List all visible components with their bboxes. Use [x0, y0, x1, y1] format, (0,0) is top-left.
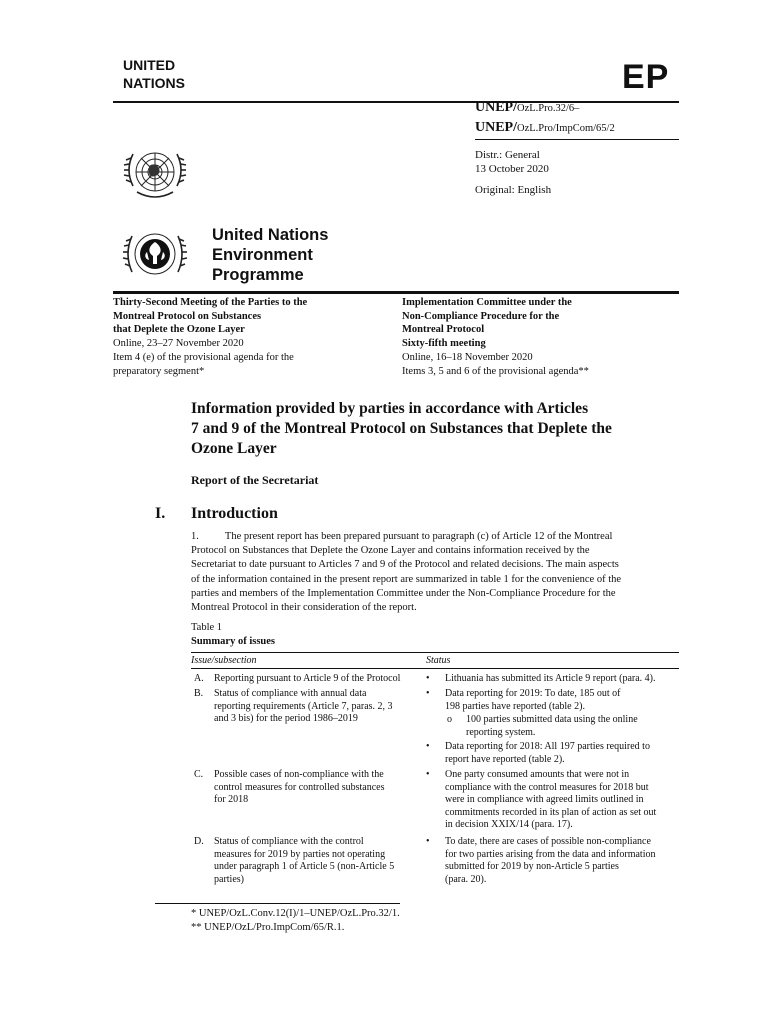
- table-top-rule: [191, 652, 679, 653]
- row-b-issue-l2: reporting requirements (Article 7, paras. 2, 3: [214, 700, 393, 712]
- row-d-bullet: •: [426, 836, 430, 847]
- row-b-status-l2: 198 parties have reported (table 2).: [445, 700, 585, 712]
- table-label: [191, 621, 275, 649]
- meeting-left-l4: Online, 23–27 November 2020: [113, 338, 244, 350]
- document-title: [191, 399, 661, 459]
- row-c-issue-l1: Possible cases of non-compliance with the: [214, 769, 384, 780]
- symbol-1-prefix: UNEP/: [475, 100, 517, 115]
- meeting-right-l4: Sixty-fifth meeting: [402, 338, 486, 350]
- symbol-rule: [475, 139, 679, 140]
- issue-date: 13 October 2020: [475, 163, 549, 175]
- meeting-left: [113, 296, 307, 378]
- row-d-status-l4: (para. 20).: [445, 873, 487, 885]
- title-l3: Ozone Layer: [191, 440, 277, 457]
- para-l2: Protocol on Substances that Deplete the Ozone Layer and contains information received by the: [191, 545, 590, 557]
- para-l5: parties and members of the Implementation Committee under the Non-Compliance Procedure for the: [191, 587, 616, 599]
- row-a-status: [445, 673, 656, 686]
- table-header-status: Status: [426, 655, 451, 666]
- row-d-letter: D.: [194, 836, 204, 847]
- row-d-status: [445, 836, 656, 886]
- row-d-issue: [214, 836, 394, 886]
- footnote-2: ** UNEP/OzL/Pro.ImpCom/65/R.1.: [191, 922, 345, 933]
- row-b-status: [445, 688, 620, 713]
- intro-paragraph: [191, 530, 677, 615]
- org-name: [123, 56, 185, 92]
- unep-emblem-icon: [119, 224, 191, 286]
- row-a-issue-l1: Reporting pursuant to Article 9 of the Protocol: [214, 673, 401, 684]
- row-b-bullet-2: •: [426, 741, 430, 752]
- org-name-line1: UNITED: [123, 57, 176, 73]
- title-l2: 7 and 9 of the Montreal Protocol on Substances that Deplete the: [191, 420, 612, 437]
- row-d-status-l3: submitted for 2019 by non-Article 5 parties: [445, 861, 619, 873]
- meeting-left-l6: preparatory segment*: [113, 365, 205, 377]
- row-d-issue-l2: measures for 2019 by parties not operating: [214, 848, 386, 860]
- row-b-sub-l2: reporting system.: [466, 726, 536, 738]
- symbol-2-prefix: UNEP/: [475, 120, 517, 135]
- section-title: Introduction: [191, 505, 278, 522]
- unep-name-line3: Programme: [212, 266, 304, 284]
- meeting-right-l3: Montreal Protocol: [402, 324, 485, 336]
- row-d-issue-l1: Status of compliance with the control: [214, 836, 364, 847]
- table-caption: Summary of issues: [191, 636, 276, 647]
- row-b-status2-l1: Data reporting for 2018: All 197 parties required to: [445, 741, 650, 752]
- distr-text: Distr.: General: [475, 149, 540, 161]
- meeting-right-l2: Non-Compliance Procedure for the: [402, 310, 560, 322]
- row-c-issue-l2: control measures for controlled substances: [214, 781, 385, 793]
- meeting-left-l2: Montreal Protocol on Substances: [113, 310, 262, 322]
- row-c-status-l4: commitments recorded in its plan of action as set out: [445, 806, 657, 818]
- symbol-2-suffix: OzL.Pro/ImpCom/65/2: [517, 123, 615, 134]
- unep-name-line2: Environment: [212, 246, 313, 264]
- table-header-rule: [191, 668, 679, 669]
- meeting-right-l6: Items 3, 5 and 6 of the provisional agenda**: [402, 365, 589, 377]
- row-a-letter: A.: [194, 673, 204, 684]
- row-c-status-l3: were in compliance with agreed limits outlined in: [445, 794, 644, 806]
- row-c-bullet: •: [426, 769, 430, 780]
- meeting-left-l3: that Deplete the Ozone Layer: [113, 324, 245, 336]
- un-emblem-icon: [119, 140, 191, 208]
- section-number: I.: [155, 505, 166, 522]
- row-c-letter: C.: [194, 769, 204, 780]
- org-name-line2: NATIONS: [123, 75, 185, 91]
- row-b-letter: B.: [194, 688, 204, 699]
- original-language: Original: English: [475, 184, 552, 196]
- row-b-status-l1: Data reporting for 2019: To date, 185 out of: [445, 688, 621, 699]
- row-d-status-l2: for two parties arising from the data and information: [445, 848, 656, 860]
- meeting-left-l1: Thirty-Second Meeting of the Parties to the: [113, 297, 308, 308]
- symbol-1-suffix: OzL.Pro.32/6–: [517, 103, 580, 114]
- meeting-right-l5: Online, 16–18 November 2020: [402, 351, 533, 363]
- para-l4: of the information contained in the present report are summarized in table 1 for the convenience of the: [191, 573, 622, 585]
- header-rule: [113, 101, 679, 103]
- table-header-issue: Issue/subsection: [191, 655, 257, 666]
- meeting-right-l1: Implementation Committee under the: [402, 297, 572, 308]
- row-c-status: [445, 769, 656, 832]
- unep-name: [212, 225, 328, 285]
- row-c-status-l5: in decision XXIX/14 (para. 17).: [445, 819, 573, 831]
- row-d-issue-l3: under paragraph 1 of Article 5 (non-Article 5: [214, 861, 395, 873]
- row-c-issue-l3: for 2018: [214, 794, 249, 806]
- row-a-issue: [214, 673, 400, 686]
- ep-label: EP: [622, 58, 670, 96]
- row-b-status2-l2: report have reported (table 2).: [445, 753, 565, 765]
- row-d-issue-l4: parties): [214, 873, 244, 885]
- para-l6: Montreal Protocol in their consideration of the report.: [191, 602, 417, 614]
- document-symbol-1: [475, 100, 579, 116]
- row-b-issue-l1: Status of compliance with annual data: [214, 688, 367, 699]
- report-subtitle: Report of the Secretariat: [191, 473, 319, 487]
- row-b-bullet: •: [426, 688, 430, 699]
- row-c-status-l2: compliance with the control measures for 2018 but: [445, 781, 649, 793]
- table-number: Table 1: [191, 622, 223, 633]
- footnote-rule: [155, 903, 400, 904]
- row-a-bullet: •: [426, 673, 430, 684]
- meeting-right: [402, 296, 589, 378]
- unep-name-line1: United Nations: [212, 226, 329, 244]
- row-b-sub: [466, 714, 638, 739]
- meeting-rule: [113, 291, 679, 294]
- para-l3: Secretariat to date pursuant to Articles 7 and 9 of the Protocol and related decisions. The main aspects: [191, 559, 619, 571]
- row-b-issue: [214, 688, 393, 726]
- row-c-status-l1: One party consumed amounts that were not in: [445, 769, 630, 780]
- meeting-left-l5: Item 4 (e) of the provisional agenda for the: [113, 351, 294, 363]
- footnote-1: * UNEP/OzL.Conv.12(I)/1–UNEP/OzL.Pro.32/1.: [191, 908, 400, 919]
- distribution: [475, 148, 549, 176]
- row-b-sub-l1: 100 parties submitted data using the online: [466, 714, 638, 725]
- row-b-status-2: [445, 741, 650, 766]
- row-d-status-l1: To date, there are cases of possible non-compliance: [445, 836, 651, 847]
- document-symbol-2: [475, 120, 615, 136]
- row-b-sub-bullet: o: [447, 714, 452, 725]
- title-l1: Information provided by parties in accordance with Articles: [191, 400, 589, 417]
- row-a-status-l1: Lithuania has submitted its Article 9 report (para. 4).: [445, 673, 656, 684]
- row-b-issue-l3: and 3 bis) for the period 1986–2019: [214, 713, 358, 725]
- row-c-issue: [214, 769, 385, 807]
- para-l1: 1. The present report has been prepared pursuant to paragraph (c) of Article 12 of the Montreal: [191, 531, 613, 542]
